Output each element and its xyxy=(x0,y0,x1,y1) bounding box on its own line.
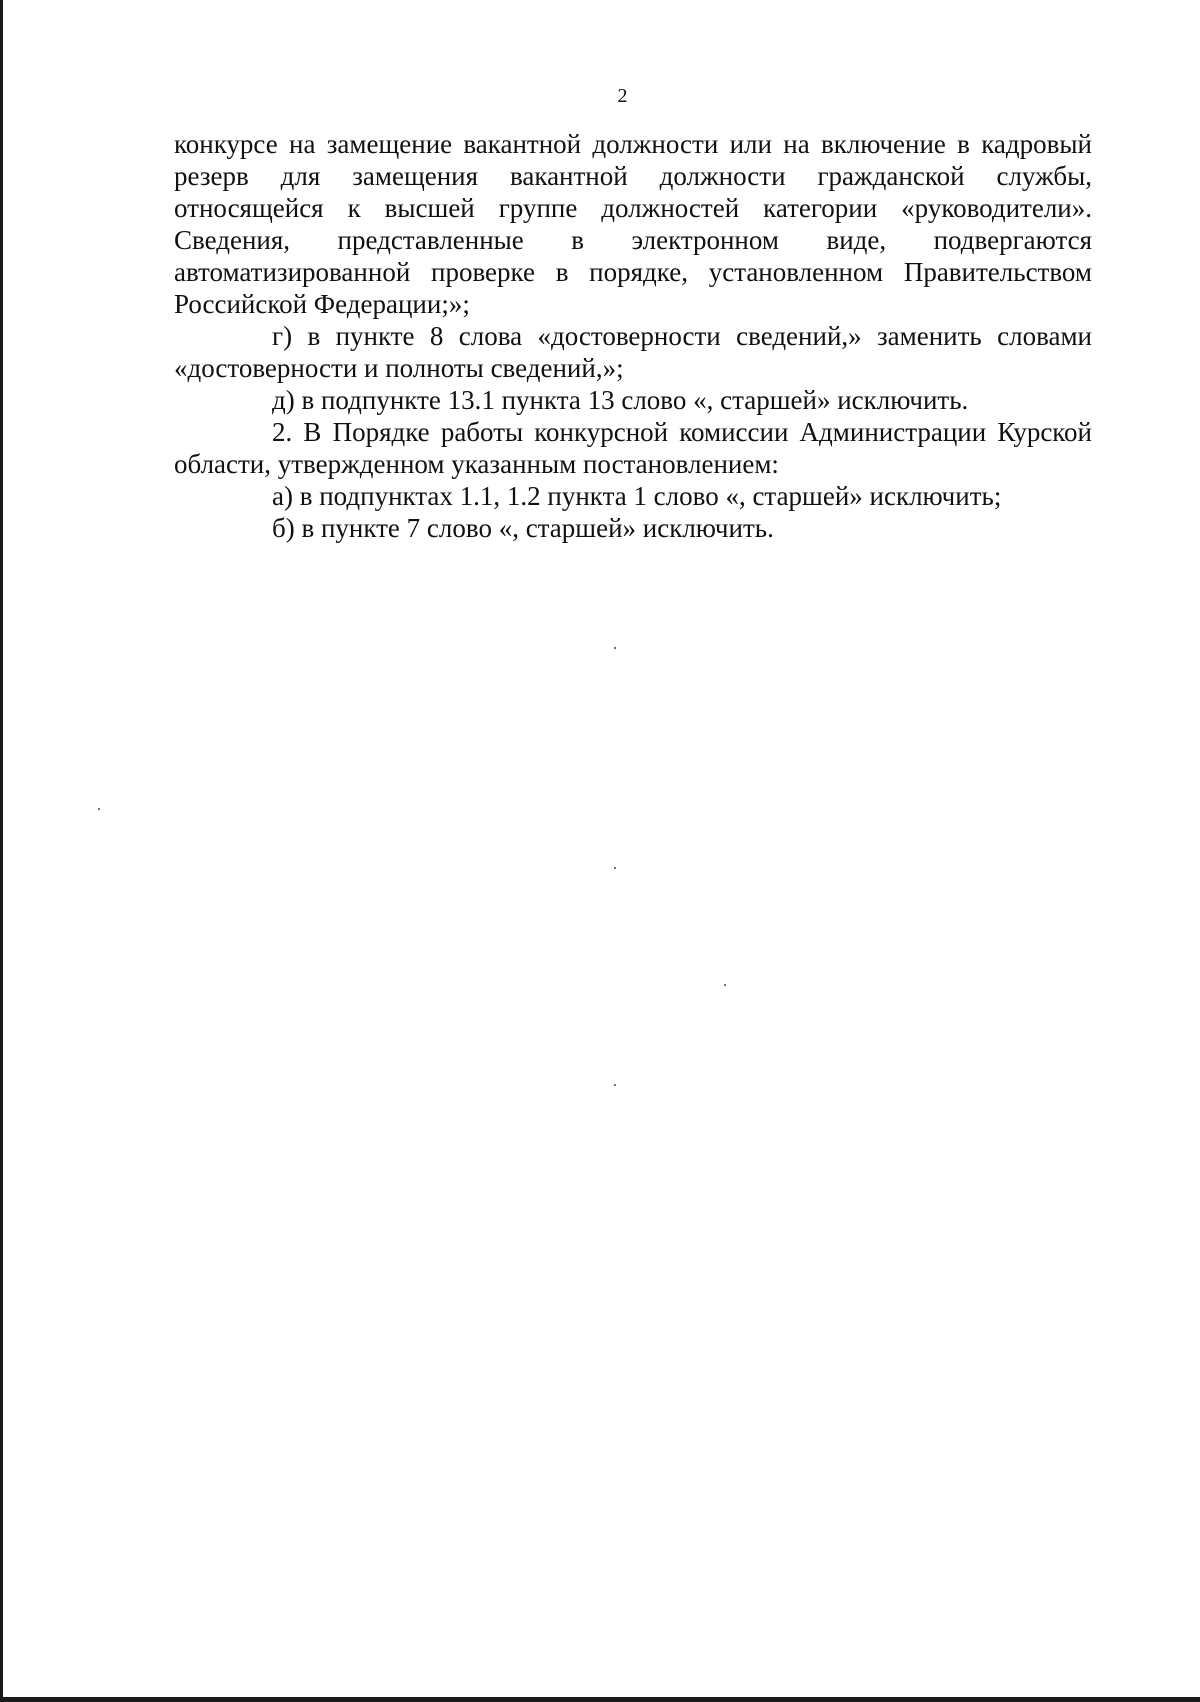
scan-speck xyxy=(614,867,616,869)
paragraph-item-b: б) в пункте 7 слово «, старшей» исключить. xyxy=(272,513,774,543)
document-body xyxy=(174,128,1092,544)
scan-speck xyxy=(98,808,100,810)
scan-speck xyxy=(614,647,616,649)
paragraph-continuation: конкурсе на замещение вакантной должности или на включение в кадровый резерв для замещения вакантной должности гражданской службы, относящейся к высшей группе должностей категории «руководители». Сведения, представленные в электронном виде, подвергаются автоматизированной проверке в порядке, установленном Правительством Российской Федерации;»; xyxy=(174,129,1092,319)
paragraph-item-a: а) в подпунктах 1.1, 1.2 пункта 1 слово «, старшей» исключить; xyxy=(272,481,1002,511)
paragraph-section-2: 2. В Порядке работы конкурсной комиссии Администрации Курской области, утвержденном указанным постановлением: xyxy=(174,417,1092,479)
scan-border-left xyxy=(0,0,3,1702)
page-number: 2 xyxy=(617,85,628,107)
scan-border-bottom xyxy=(0,1697,1200,1702)
paragraph-item-g: г) в пункте 8 слова «достоверности сведений,» заменить словами «достоверности и полноты сведений,»; xyxy=(174,321,1092,383)
scan-speck xyxy=(614,1084,616,1086)
scan-speck xyxy=(724,984,726,986)
paragraph-item-d: д) в подпункте 13.1 пункта 13 слово «, старшей» исключить. xyxy=(272,385,969,415)
